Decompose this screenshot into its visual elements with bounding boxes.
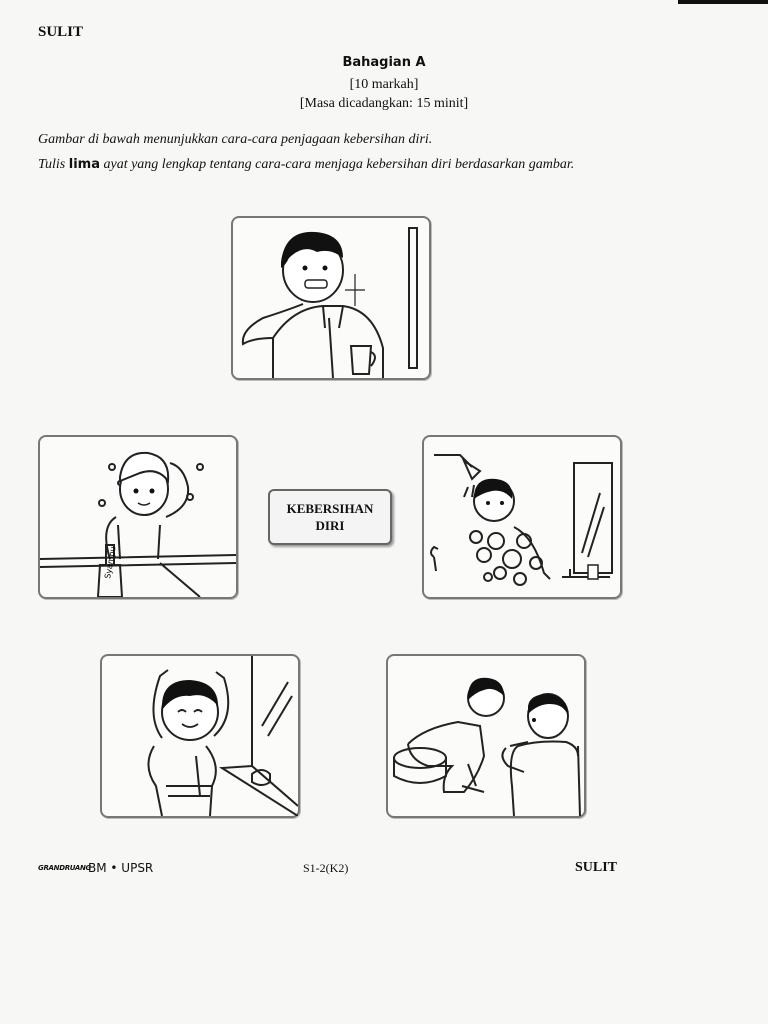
footer-page-code: S1-2(K2): [303, 861, 349, 875]
center-label-line2: DIRI: [315, 518, 345, 533]
picture-washing-hair: [38, 435, 238, 599]
shampoo-label: Syampu: [103, 545, 118, 580]
instruction-line-2: [38, 155, 624, 174]
footer-subject: BM • UPSR: [88, 861, 154, 875]
top-edge-bar: [678, 0, 768, 4]
boy-brushing-teeth-icon: [233, 218, 429, 378]
sulit-label-bottom: SULIT: [575, 860, 618, 875]
boy-showering-icon: [424, 437, 620, 597]
boy-washing-hair-icon: [40, 437, 236, 597]
boy-combing-hair-icon: [102, 656, 298, 816]
instruction-text-post: ayat yang lengkap tentang cara-cara menjaga kebersihan diri berdasarkan gambar.: [103, 157, 575, 172]
center-label-line1: KEBERSIHAN: [286, 501, 374, 516]
section-title: Bahagian A: [342, 55, 426, 70]
picture-combing-hair: [100, 654, 300, 818]
time-label: [Masa dicadangkan: 15 minit]: [299, 96, 469, 111]
instruction-line-1: Gambar di bawah menunjukkan cara-cara penjagaan kebersihan diri.: [38, 132, 433, 147]
picture-showering: [422, 435, 622, 599]
instruction-bold-word: lima: [68, 157, 100, 172]
publisher-logo: GRANDRUANG: [38, 864, 92, 872]
marks-label: [10 markah]: [349, 77, 419, 92]
center-label-box: [268, 489, 392, 545]
cutting-nails-icon: [388, 656, 584, 816]
picture-brushing-teeth: [231, 216, 431, 380]
picture-cutting-nails: [386, 654, 586, 818]
instruction-text-pre: Tulis: [38, 157, 66, 172]
sulit-label-top: SULIT: [38, 24, 84, 40]
